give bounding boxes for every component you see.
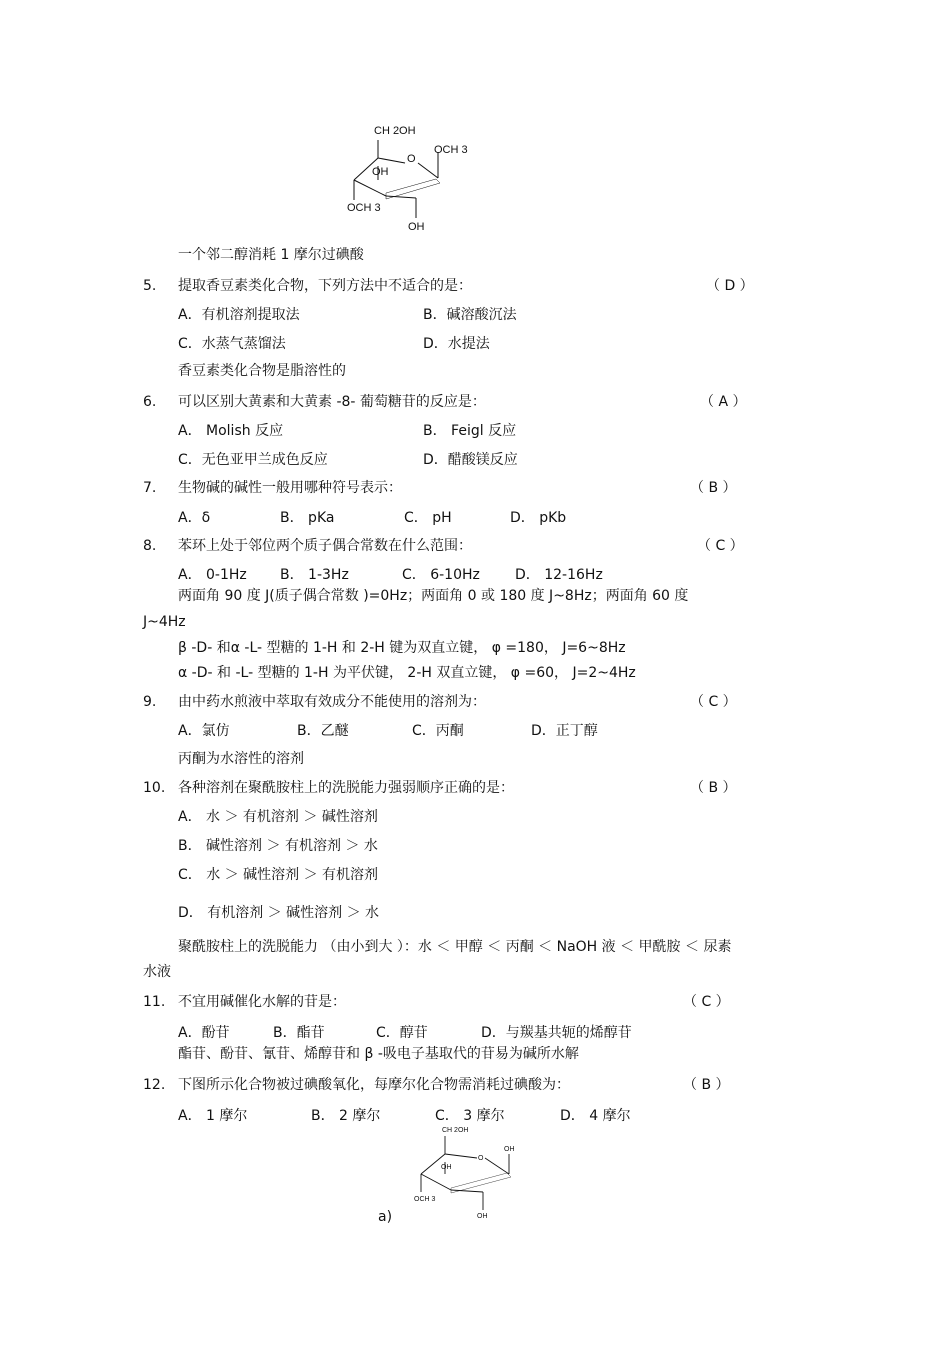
question-10-option-d: D． 有机溶剂 ＞ 碱性溶剂 ＞ 水 bbox=[178, 905, 380, 921]
question-10-option-c: C． 水 ＞ 碱性溶剂 ＞ 有机溶剂 bbox=[178, 867, 379, 883]
structure-2-caption: a) bbox=[378, 1209, 393, 1225]
question-7-number: 7. bbox=[143, 480, 157, 496]
question-5-option-a: A．有机溶剂提取法 bbox=[178, 307, 300, 323]
structure-1-ring-oxygen: O bbox=[407, 153, 416, 165]
question-11-option-c: C．醇苷 bbox=[376, 1025, 428, 1041]
question-10-note-1b: 水液 bbox=[143, 964, 171, 980]
structure-2-ring-oxygen: O bbox=[478, 1155, 484, 1162]
question-8-note-1: 两面角 90 度 J(质子偶合常数 )=0Hz；两面角 0 或 180 度 J~8Hz；两面角 60 度 bbox=[178, 588, 689, 604]
question-12-option-a: A． 1 摩尔 bbox=[178, 1108, 248, 1124]
question-12-answer: （ B ） bbox=[683, 1077, 730, 1093]
structure-1-note: 一个邻二醇消耗 1 摩尔过碘酸 bbox=[178, 247, 364, 263]
question-5-option-d: D．水提法 bbox=[423, 336, 490, 352]
question-11-note: 酯苷、酚苷、氰苷、烯醇苷和 β -吸电子基取代的苷易为碱所水解 bbox=[178, 1046, 579, 1062]
question-5-number: 5. bbox=[143, 278, 157, 294]
structure-1-ch2oh: CH 2OH bbox=[374, 125, 416, 137]
question-12-option-b: B． 2 摩尔 bbox=[311, 1108, 381, 1124]
structure-2 bbox=[405, 1122, 535, 1222]
structure-2-oh-bottom: OH bbox=[477, 1213, 488, 1220]
question-8-stem: 苯环上处于邻位两个质子偶合常数在什么范围： bbox=[178, 538, 472, 554]
question-8-answer: （ C ） bbox=[697, 538, 744, 554]
question-10-number: 10. bbox=[143, 780, 166, 796]
structure-1-oh-mid: OH bbox=[372, 166, 389, 178]
question-6-number: 6. bbox=[143, 394, 157, 410]
structure-2-oh-right: OH bbox=[504, 1146, 515, 1153]
question-11-option-b: B．酯苷 bbox=[273, 1025, 325, 1041]
question-11-stem: 不宜用碱催化水解的苷是： bbox=[178, 994, 346, 1010]
structure-2-oh-mid: OH bbox=[441, 1164, 452, 1171]
question-11-number: 11. bbox=[143, 994, 166, 1010]
question-6-option-b: B． Feigl 反应 bbox=[423, 423, 517, 439]
question-9-stem: 由中药水煎液中萃取有效成分不能使用的溶剂为： bbox=[178, 694, 486, 710]
question-10-option-a: A． 水 ＞ 有机溶剂 ＞ 碱性溶剂 bbox=[178, 809, 378, 825]
question-5-option-c: C．水蒸气蒸馏法 bbox=[178, 336, 286, 352]
question-6-option-c: C．无色亚甲兰成色反应 bbox=[178, 452, 328, 468]
structure-2-och3: OCH 3 bbox=[414, 1196, 436, 1203]
question-9-option-a: A．氯仿 bbox=[178, 723, 230, 739]
question-12-number: 12. bbox=[143, 1077, 166, 1093]
question-5-stem: 提取香豆素类化合物，下列方法中不适合的是： bbox=[178, 278, 472, 294]
question-5-option-b: B．碱溶酸沉法 bbox=[423, 307, 517, 323]
question-9-note: 丙酮为水溶性的溶剂 bbox=[178, 751, 304, 767]
question-9-option-b: B．乙醚 bbox=[297, 723, 349, 739]
question-8-option-a: A． 0-1Hz bbox=[178, 567, 247, 583]
question-12-option-d: D． 4 摩尔 bbox=[560, 1108, 631, 1124]
structure-1 bbox=[330, 118, 510, 238]
question-9-answer: （ C ） bbox=[690, 694, 737, 710]
question-9-number: 9. bbox=[143, 694, 157, 710]
structure-1-oh-bottom: OH bbox=[408, 221, 425, 233]
question-8-option-b: B． 1-3Hz bbox=[280, 567, 349, 583]
question-11-answer: （ C ） bbox=[683, 994, 730, 1010]
question-6-option-d: D．醋酸镁反应 bbox=[423, 452, 518, 468]
question-7-option-b: B． pKa bbox=[280, 510, 335, 526]
question-8-note-3: α -D- 和 -L- 型糖的 1-H 为平伏键， 2-H 双直立键， φ =60， J=2~4Hz bbox=[178, 665, 636, 681]
question-9-option-d: D．正丁醇 bbox=[531, 723, 598, 739]
structure-2-ch2oh: CH 2OH bbox=[442, 1127, 469, 1134]
question-12-stem: 下图所示化合物被过碘酸氧化，每摩尔化合物需消耗过碘酸为： bbox=[178, 1077, 570, 1093]
question-7-option-c: C． pH bbox=[404, 510, 452, 526]
question-10-option-b: B． 碱性溶剂 ＞ 有机溶剂 ＞ 水 bbox=[178, 838, 378, 854]
question-10-answer: （ B ） bbox=[690, 780, 737, 796]
structure-1-och3: OCH 3 bbox=[434, 144, 468, 156]
question-10-stem: 各种溶剂在聚酰胺柱上的洗脱能力强弱顺序正确的是： bbox=[178, 780, 514, 796]
question-6-option-a: A． Molish 反应 bbox=[178, 423, 284, 439]
question-7-answer: （ B ） bbox=[690, 480, 737, 496]
question-12-option-c: C． 3 摩尔 bbox=[435, 1108, 505, 1124]
question-8-option-d: D． 12-16Hz bbox=[515, 567, 603, 583]
question-6-stem: 可以区别大黄素和大黄素 -8- 葡萄糖苷的反应是： bbox=[178, 394, 486, 410]
question-11-option-d: D．与羰基共轭的烯醇苷 bbox=[481, 1025, 632, 1041]
question-8-note-1b: J~4Hz bbox=[143, 614, 186, 630]
question-6-answer: （ A ） bbox=[700, 394, 747, 410]
question-7-option-d: D． pKb bbox=[510, 510, 567, 526]
question-9-option-c: C．丙酮 bbox=[412, 723, 464, 739]
structure-1-och3-left: OCH 3 bbox=[347, 202, 381, 214]
question-10-note-1: 聚酰胺柱上的洗脱能力 （由小到大 ）：水 ＜ 甲醇 ＜ 丙酮 ＜ NaOH 液 ＜ 甲酰胺 ＜ 尿素 bbox=[178, 939, 732, 955]
question-7-stem: 生物碱的碱性一般用哪种符号表示： bbox=[178, 480, 402, 496]
question-5-note: 香豆素类化合物是脂溶性的 bbox=[178, 363, 346, 379]
question-7-option-a: A．δ bbox=[178, 510, 211, 526]
question-8-number: 8. bbox=[143, 538, 157, 554]
question-8-option-c: C． 6-10Hz bbox=[402, 567, 480, 583]
question-8-note-2: β -D- 和α -L- 型糖的 1-H 和 2-H 键为双直立键， φ =180， J=6~8Hz bbox=[178, 640, 626, 656]
question-11-option-a: A．酚苷 bbox=[178, 1025, 230, 1041]
question-5-answer: （ D ） bbox=[706, 278, 754, 294]
